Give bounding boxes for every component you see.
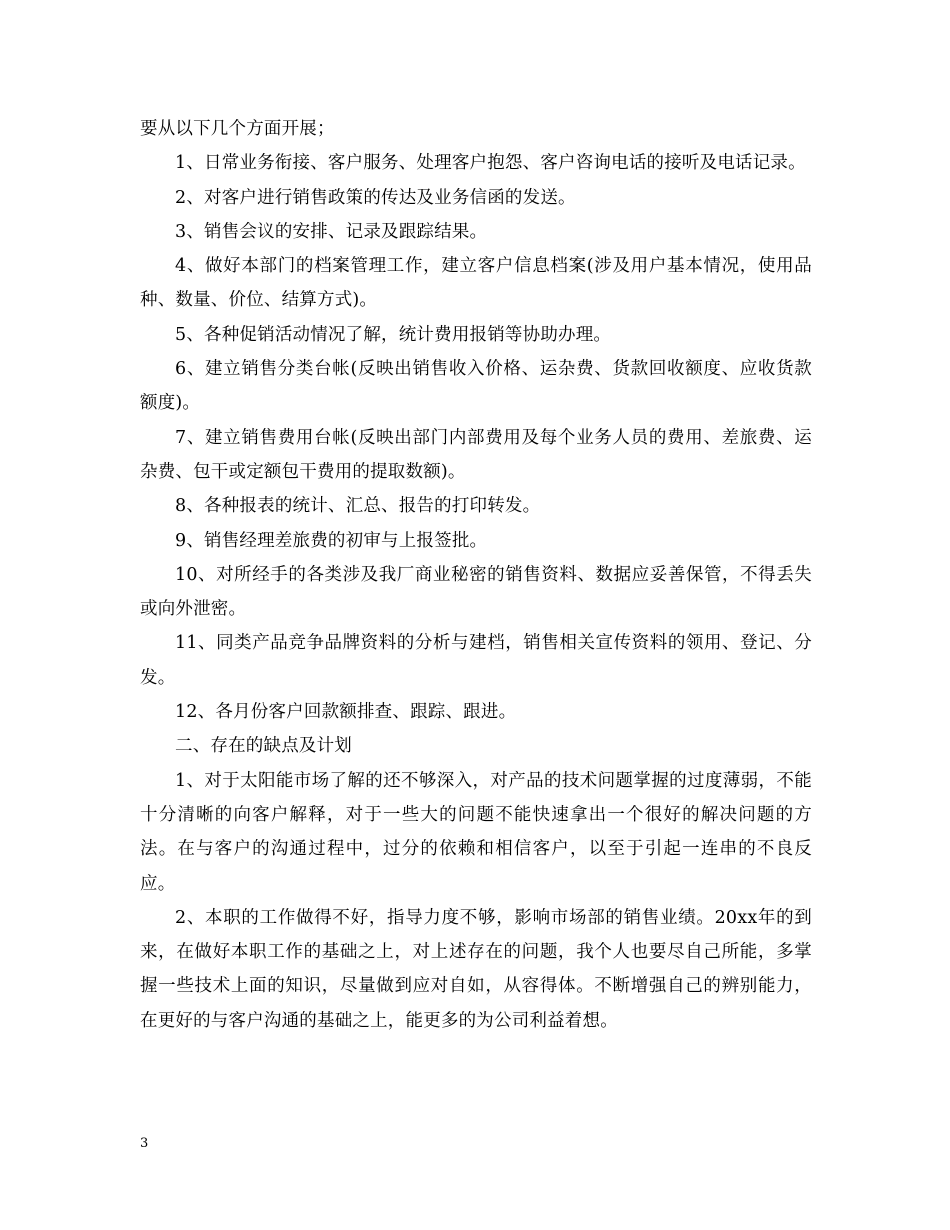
document-body — [140, 112, 812, 1038]
list-item-5: 5、各种促销活动情况了解，统计费用报销等协助办理。 — [175, 324, 612, 345]
list-item-9: 9、销售经理差旅费的初审与上报签批。 — [175, 530, 488, 551]
list-item-6: 6、建立销售分类台帐(反映出销售收入价格、运杂费、货款回收额度、应收货款额度)。 — [140, 359, 812, 414]
list-item-3: 3、销售会议的安排、记录及跟踪结果。 — [175, 221, 488, 242]
plan-item-2: 2、本职的工作做得不好，指导力度不够，影响市场部的销售业绩。20xx年的到来，在做好本职工作的基础之上，对上述存在的问题，我个人也要尽自己所能，多掌握一些技术上面的知识，尽量做到应对自如，从容得体。不断增强自己的辨别能力，在更好的与客户沟通的基础之上，能更多的为公司利益着想。 — [140, 907, 812, 1031]
list-item-1: 1、日常业务衔接、客户服务、处理客户抱怨、客户咨询电话的接听及电话记录。 — [175, 153, 806, 174]
list-item-4: 4、做好本部门的档案管理工作，建立客户信息档案(涉及用户基本情况，使用品种、数量、价位、结算方式)。 — [140, 256, 812, 311]
plan-item-1: 1、对于太阳能市场了解的还不够深入，对产品的技术问题掌握的过度薄弱，不能十分清晰的向客户解释，对于一些大的问题不能快速拿出一个很好的解决问题的方法。在与客户的沟通过程中，过分的依赖和相信客户，以至于引起一连串的不良反应。 — [140, 770, 812, 894]
paragraph-intro: 要从以下几个方面开展； — [140, 119, 335, 139]
list-item-7: 7、建立销售费用台帐(反映出部门内部费用及每个业务人员的费用、差旅费、运杂费、包干或定额包干费用的提取数额)。 — [140, 427, 812, 482]
list-item-2: 2、对客户进行销售政策的传达及业务信函的发送。 — [175, 187, 576, 208]
list-item-10: 10、对所经手的各类涉及我厂商业秘密的销售资料、数据应妥善保管，不得丢失或向外泄密。 — [140, 564, 812, 620]
list-item-8: 8、各种报表的统计、汇总、报告的打印转发。 — [175, 496, 541, 517]
list-item-11: 11、同类产品竞争品牌资料的分析与建档，销售相关宣传资料的领用、登记、分发。 — [140, 633, 812, 688]
page-number: 3 — [140, 1136, 149, 1151]
list-item-12: 12、各月份客户回款额排查、跟踪、跟进。 — [175, 702, 517, 723]
section-heading: 二、存在的缺点及计划 — [175, 736, 352, 757]
